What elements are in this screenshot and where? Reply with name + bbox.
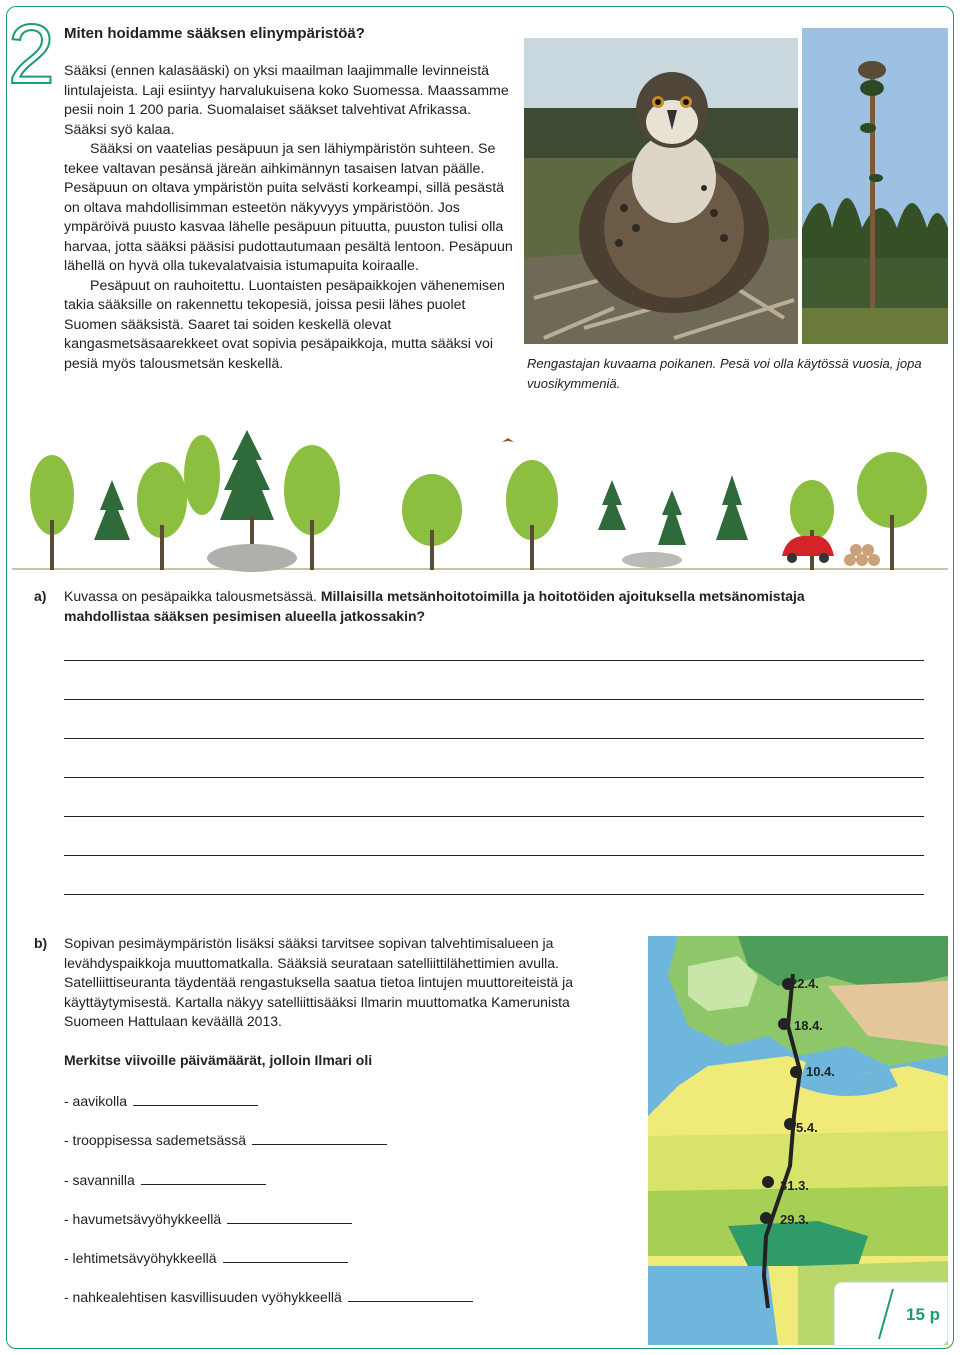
blank-sclerophyll [64, 1287, 473, 1305]
question-a-prompt: Millaisilla metsänhoitotoimilla ja hoitotöiden ajoituksella metsänomistaja mahdollistaa sääksen pesimisen alueella jatkossakin? [64, 588, 805, 624]
map-date-label: 5.4. [796, 1120, 818, 1135]
nest-tree-photo [802, 28, 948, 344]
intro-paragraph-2: Sääksi on vaatelias pesäpuun ja sen lähiympäristön suhteen. Se tekee valtavan pesänsä järeän aihkimännyn tasaisen latvan päälle. Pesäpuun on oltava ympäristön puita selvästi korkeampi, sillä pesästä on oltava mahdollisimman esteetön näkyvyys ympäristöön. Jos ympäröivä puusto kasvaa lähelle pesäpuun pituutta, puuston tulisi olla harvaa, jotta sääksi pääsisi pudottautumaan pesältä lentoon. Pesäpuun lähellä on hyvä olla tukevalatvaisia istumapuita koiraalle. [64, 141, 513, 274]
blank-rainforest [64, 1130, 387, 1148]
blank-label: - havumetsävyöhykkeellä [64, 1211, 222, 1227]
blank-label: - aavikolla [64, 1093, 128, 1109]
question-b-text: Sopivan pesimäympäristön lisäksi sääksi tarvitsee sopivan talvehtimisalueen ja levähdyspaikkoja muuttomatkalla. Sääksiä seurataan satelliittilähettimien avulla. Satelliittiseuranta täydentää rengastuksella saatua tietoa lintujen muuttoreiteistä ja käyttäytymisestä. Kartalla näkyy satelliittisääksi Ilmarin muuttomatka Kamerunista Suomeen Hattulaan keväällä 2013. [64, 935, 573, 1029]
answer-line-1[interactable] [64, 660, 924, 661]
answer-line-3[interactable] [64, 738, 924, 739]
question-b-instruction: Merkitse viivoille päivämäärät, jolloin Ilmari oli [64, 1052, 373, 1068]
map-date-label: 10.4. [806, 1064, 835, 1079]
blank-conifer [64, 1209, 352, 1227]
blank-desert [64, 1091, 258, 1109]
answer-line-7[interactable] [64, 894, 924, 895]
answer-line-savanna[interactable] [141, 1170, 266, 1185]
question-a-text [64, 587, 884, 626]
map-date-label: 31.3. [780, 1178, 809, 1193]
answer-line-4[interactable] [64, 777, 924, 778]
blank-deciduous [64, 1248, 348, 1266]
intro-paragraph-3: Pesäpuut on rauhoitettu. Luontaisten pesäpaikkojen vähenemisen takia sääksille on rakennettu tekopesiä, joissa pesii lähes puolet Suomen sääksistä. Saaret tai soiden keskellä olevat kangasmetsäsaarekkeet ovat sopivia pesäpaikkoja, mutta sääksi voi pesiä myös talousmetsän keskellä. [64, 277, 505, 372]
page-number: 15 p [906, 1305, 941, 1324]
blank-label: - lehtimetsävyöhykkeellä [64, 1250, 217, 1266]
answer-line-6[interactable] [64, 855, 924, 856]
answer-line-conifer[interactable] [227, 1209, 352, 1224]
forest-illustration [12, 420, 948, 580]
answer-line-desert[interactable] [133, 1091, 258, 1106]
intro-paragraph-1: Sääksi (ennen kalasääski) on yksi maailman laajimmalle levinneistä lintulajeista. Laji esiintyy harvalukuisena koko Suomessa. Maassamme pesii noin 1 200 paria. Suomalaiset sääkset talvehtivat Afrikassa. Sääksi syö kalaa. [64, 63, 509, 138]
blank-savanna [64, 1170, 266, 1188]
answer-line-deciduous[interactable] [223, 1248, 348, 1263]
answer-line-rainforest[interactable] [252, 1130, 387, 1145]
photo-caption: Rengastajan kuvaama poikanen. Pesä voi olla käytössä vuosia, jopa vuosikymmeniä. [527, 356, 922, 391]
map-date-label: 18.4. [794, 1018, 823, 1033]
blank-label: - nahkealehtisen kasvillisuuden vyöhykkeellä [64, 1289, 342, 1305]
answer-line-5[interactable] [64, 816, 924, 817]
question-a-label: a) [34, 588, 47, 604]
intro-text [64, 62, 516, 374]
question-a-intro: Kuvassa on pesäpaikka talousmetsässä. [64, 588, 317, 604]
chapter-number: 2 [8, 7, 55, 101]
answer-line-sclerophyll[interactable] [348, 1287, 473, 1302]
map-date-label: 22.4. [790, 976, 819, 991]
blank-label: - savannilla [64, 1172, 135, 1188]
blank-label: - trooppisessa sademetsässä [64, 1132, 247, 1148]
question-b-label: b) [34, 935, 48, 951]
osprey-chick-photo [524, 38, 798, 344]
answer-line-2[interactable] [64, 699, 924, 700]
page-title: Miten hoidamme sääksen elinympäristöä? [64, 25, 365, 42]
map-date-label: 29.3. [780, 1212, 809, 1227]
